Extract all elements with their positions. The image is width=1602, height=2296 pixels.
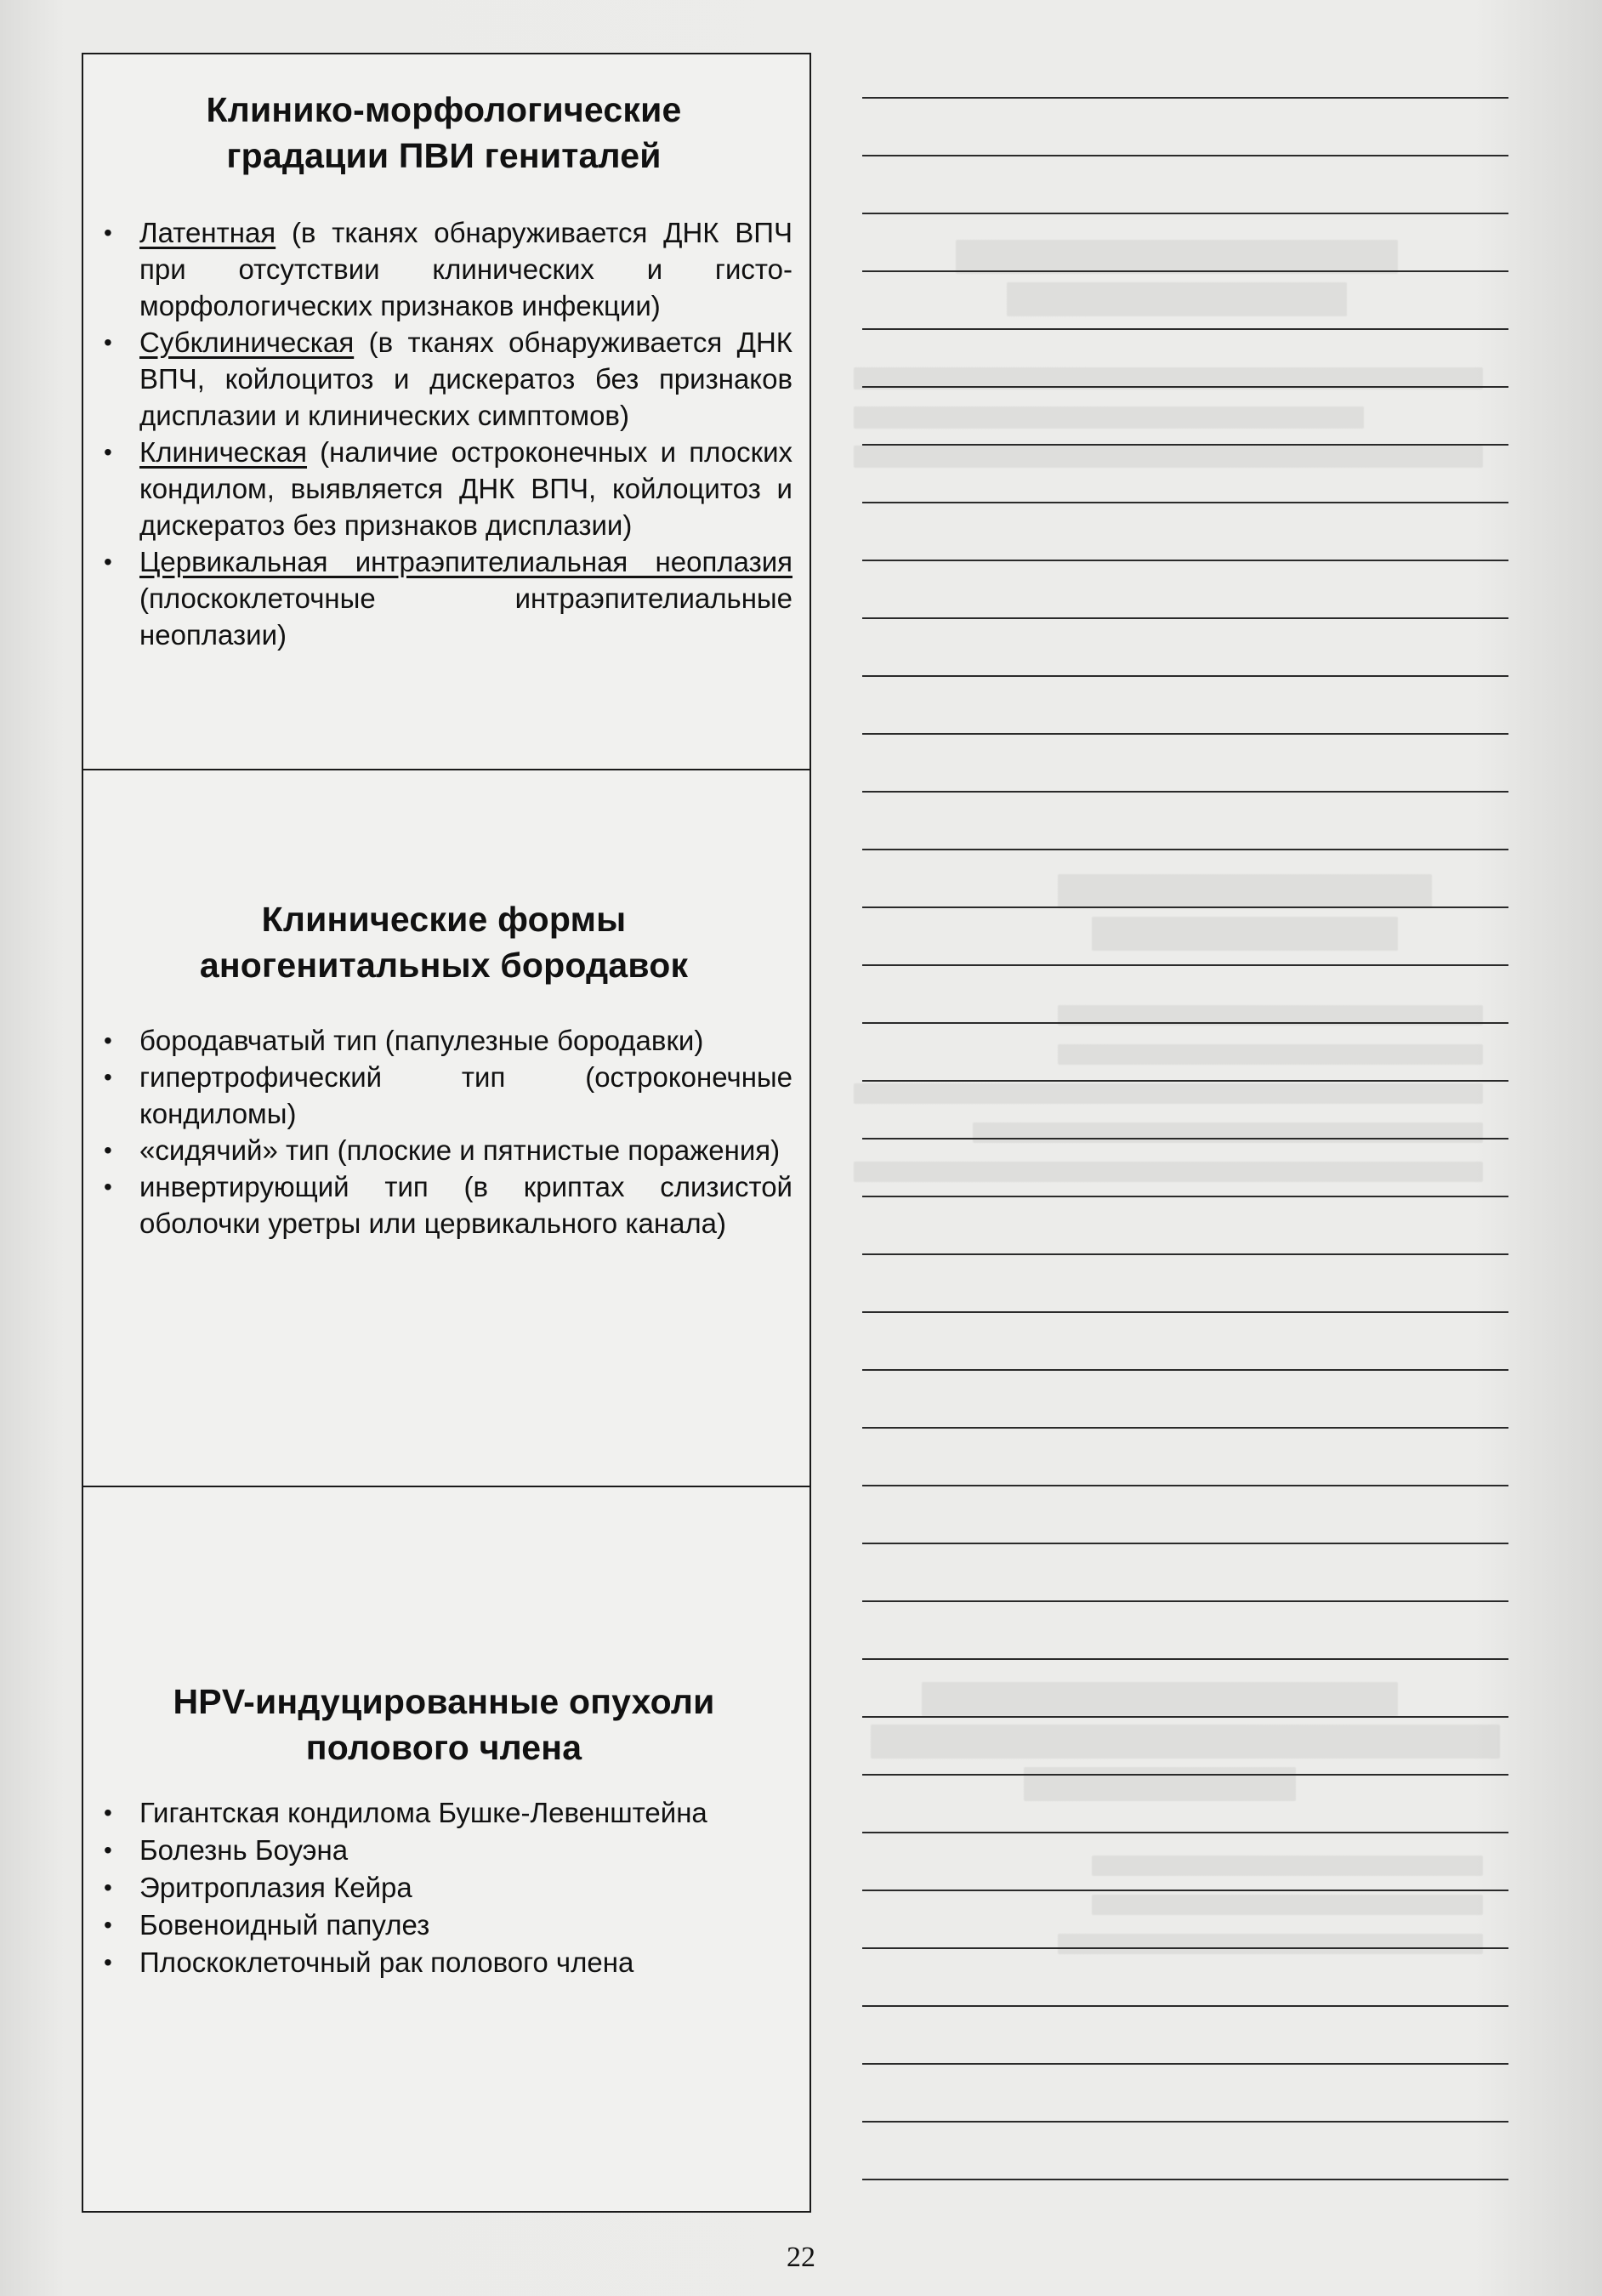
item-text: (в тканях обнаруживается ДНК ВПЧ при отсутствии клинических и гисто-морфологических признаков инфекции) bbox=[139, 217, 792, 321]
note-line bbox=[862, 675, 1508, 677]
note-line bbox=[862, 1485, 1508, 1486]
slide-hpv-tumors bbox=[83, 1487, 810, 2213]
item-text: (плоскоклеточные интраэпителиальные неоплазии) bbox=[139, 583, 792, 651]
term-subclinical: Субклиническая bbox=[139, 327, 355, 358]
note-line bbox=[862, 1080, 1508, 1082]
note-line bbox=[862, 2063, 1508, 2065]
list-item: • инвертирующий тип (в криптах слизистой оболочки уретры или цервикального канала) bbox=[95, 1168, 792, 1242]
list-item: • бородавчатый тип (папулезные бородавки) bbox=[95, 1022, 792, 1059]
note-line bbox=[862, 1196, 1508, 1197]
title-line-2: градации ПВИ гениталей bbox=[226, 136, 662, 175]
note-line bbox=[862, 791, 1508, 793]
title-line-2: полового члена bbox=[305, 1728, 582, 1767]
forms-list bbox=[95, 1022, 792, 1242]
title-line-1: Клинические формы bbox=[261, 900, 627, 939]
note-line bbox=[862, 502, 1508, 503]
note-line bbox=[862, 270, 1508, 272]
note-line bbox=[862, 1369, 1508, 1371]
note-line bbox=[862, 1774, 1508, 1776]
note-line bbox=[862, 1658, 1508, 1660]
note-line bbox=[862, 906, 1508, 908]
note-line bbox=[862, 328, 1508, 330]
note-line bbox=[862, 1600, 1508, 1602]
list-item bbox=[95, 324, 792, 434]
list-item bbox=[95, 434, 792, 543]
slides-column bbox=[82, 53, 811, 2213]
note-line bbox=[862, 444, 1508, 446]
note-line bbox=[862, 97, 1508, 99]
term-cin: Цервикальная интраэпителиальная неоплазия bbox=[139, 546, 792, 577]
note-line bbox=[862, 1716, 1508, 1718]
note-line bbox=[862, 849, 1508, 850]
note-line bbox=[862, 2121, 1508, 2123]
bleed-through-shadow bbox=[837, 53, 1517, 2213]
item-text: (наличие остроконечных и плоских кондилом, выявляется ДНК ВПЧ, койлоцитоз и дискератоз без признаков дисплазии) bbox=[139, 436, 792, 541]
tumors-list bbox=[95, 1794, 792, 1981]
slide-title bbox=[95, 1487, 792, 1794]
list-item bbox=[95, 214, 792, 324]
title-line-2: аногенитальных бородавок bbox=[199, 946, 689, 985]
note-line bbox=[862, 617, 1508, 619]
note-line bbox=[862, 1022, 1508, 1024]
gradation-list bbox=[95, 214, 792, 653]
item-text: (в тканях обнаруживается ДНК ВПЧ, койлоцитоз и дискератоз без признаков дисплазии и клинических симптомов) bbox=[139, 327, 792, 431]
slide-title bbox=[95, 770, 792, 1022]
note-line bbox=[862, 213, 1508, 214]
note-line bbox=[862, 560, 1508, 561]
note-line bbox=[862, 2005, 1508, 2007]
list-item: • Гигантская кондилома Бушке-Левенштейна bbox=[95, 1794, 792, 1832]
list-item: • Бовеноидный папулез bbox=[95, 1907, 792, 1944]
term-clinical: Клиническая bbox=[139, 436, 308, 468]
list-item: • Эритроплазия Кейра bbox=[95, 1869, 792, 1907]
note-line bbox=[862, 386, 1508, 388]
term-latent: Латентная bbox=[139, 217, 276, 248]
list-item: • Плоскоклеточный рак полового члена bbox=[95, 1944, 792, 1981]
note-line bbox=[862, 1311, 1508, 1313]
slide-clinical-morphological-gradations bbox=[83, 54, 810, 770]
note-line bbox=[862, 1253, 1508, 1255]
page-number: 22 bbox=[787, 2242, 815, 2273]
note-line bbox=[862, 1427, 1508, 1429]
slide-clinical-forms bbox=[83, 770, 810, 1487]
note-line bbox=[862, 733, 1508, 735]
title-line-1: HPV-индуцированные опухоли bbox=[173, 1682, 715, 1721]
notes-column bbox=[837, 53, 1517, 2213]
note-line bbox=[862, 1947, 1508, 1949]
note-line bbox=[862, 155, 1508, 156]
title-line-1: Клинико-морфологические bbox=[206, 90, 682, 129]
list-item bbox=[95, 543, 792, 653]
note-line bbox=[862, 1890, 1508, 1891]
note-line bbox=[862, 1832, 1508, 1833]
list-item: • Болезнь Боуэна bbox=[95, 1832, 792, 1869]
list-item: • «сидячий» тип (плоские и пятнистые поражения) bbox=[95, 1132, 792, 1168]
note-line bbox=[862, 2179, 1508, 2180]
note-line bbox=[862, 1543, 1508, 1544]
slide-title bbox=[95, 54, 792, 214]
note-line bbox=[862, 1138, 1508, 1139]
list-item: • гипертрофический тип (остроконечные кондиломы) bbox=[95, 1059, 792, 1132]
note-line bbox=[862, 964, 1508, 966]
